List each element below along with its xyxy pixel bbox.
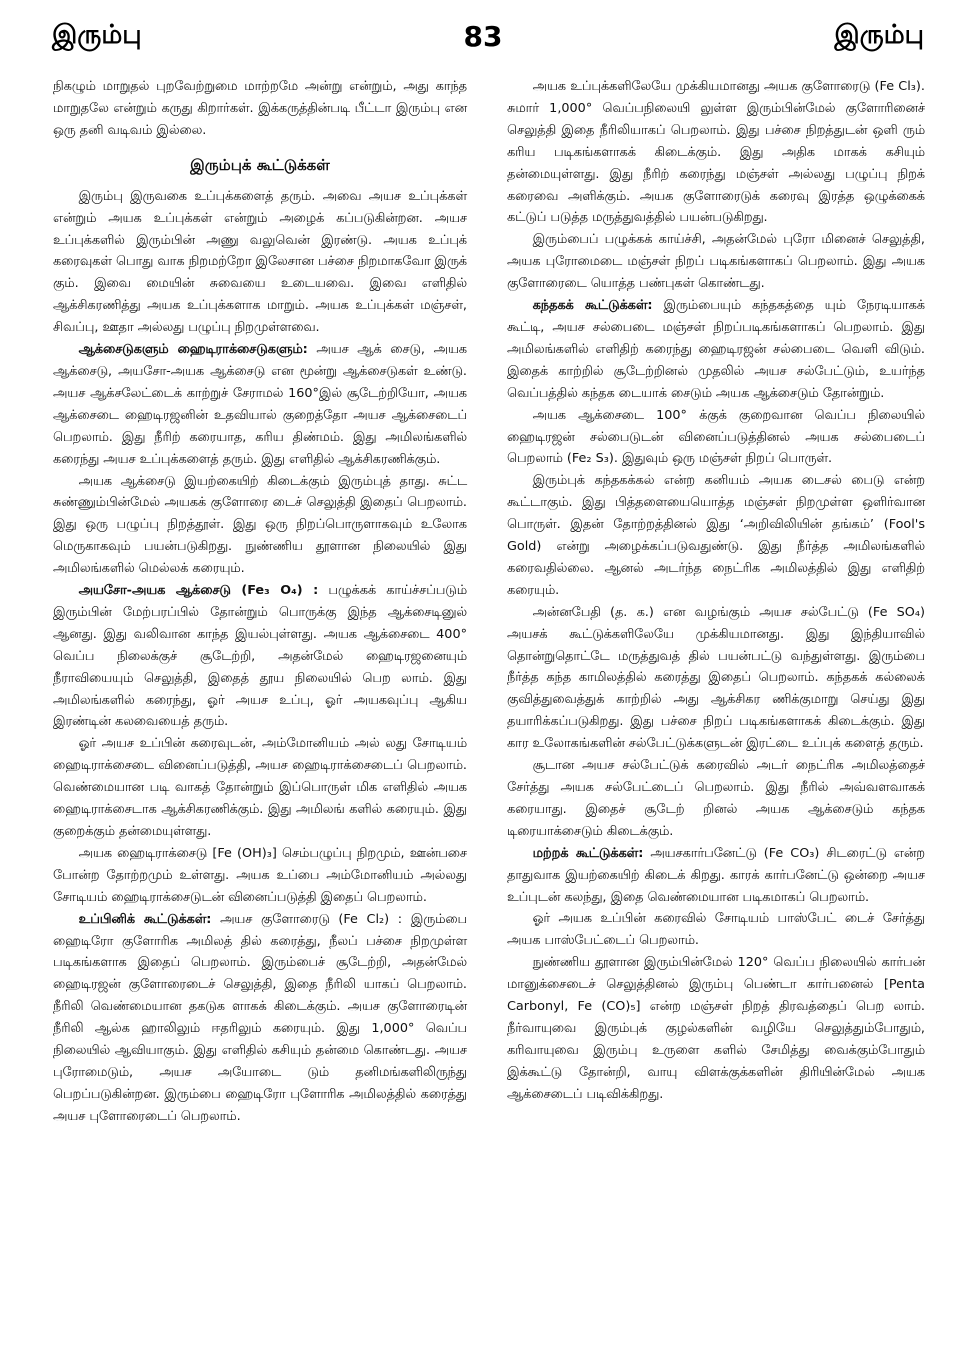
paragraph: இரும்பைப் பழுக்கக் காய்ச்சி, அதன்மேல் புரோ மினைச் செலுத்தி, அயக புரோமைடை மஞ்சள் நிறப் படிகங்களாகப் பெறலாம். இது அயக குளோரைடை யொத்த பண்புகள் கொண்டது. (507, 232, 925, 292)
right-column (507, 76, 925, 1106)
paragraph: அயக உப்புக்களிலேயே முக்கியமானது அயக குளோரைடு (Fe Cl₃). சுமார் 1,000° வெப்பநிலையி லுள்ள இரும்பின்மேல் குளோரினைச் செலுத்தி இதை நீரிலியாகப் பெறலாம். இது பச்சை நிறத்துடன் ஒளி ரும் கரிய படிகங்களாகக் கிடைக்கும். இது அதிக மாகக் கசியும் தன்மையுள்ளது. இது நீரிற் கரைந்து மஞ்சள் அல்லது பழுப்பு நிறக் கரைவை அளிக்கும். அயக குளோரைடுக் கரைவு இரத்த ஒழுக்கைக் கட்டுப் படுத்த மருத்துவத்தில் பயன்படுகிறது. (507, 79, 925, 226)
paragraph-lead: அயசோ-அயக ஆக்சைடு (Fe₃ O₄) : (78, 583, 319, 599)
paragraph-body: இரும்பையும் கந்தகத்தை யும் நேரடியாகக் கூட்டி, அயச சல்பைடை மஞ்சள் நிறப்படிகங்களாகப் பெறலாம். இது அமிலங்களில் எளிதிற் கரைந்து ஹைடிரஜன் சல்பைடை வெளி விடும். இதைக் காற்றில் சூடேற்றினல் முதலில் அயச சல்பேட்டும், உயர்ந்த வெப்பத்தில் கந்தக டையாக் சைடும் அயக ஆக்சைடும் தோன்றும். (507, 298, 925, 401)
paragraph: இரும்புக் கந்தகக்கல் என்ற கனியம் அயக டைசல் பைடு என்ற கூட்டாகும். இது பித்தளையையொத்த மஞ்சள் நிறமுள்ள ஒளிர்வான பொருள். இதன் தோற்றத்தினல் இது ‘அறிவிலியின் தங்கம்’ (Fool's Gold) என்று அழைக்கப்படுவதுண்டு. இது நீர்த்த அமிலங்களில் கரைவதில்லை. ஆனல் அடர்ந்த நைட்ரிக அமிலத்தில் இது எளிதிற் கரையும். (507, 473, 925, 598)
paragraph-lead: மற்றக் கூட்டுக்கள்: (532, 845, 644, 861)
paragraph: அயக ஆக்சைடு இயற்கையிற் கிடைக்கும் இரும்புத் தாது. சுட்ட சுண்ணும்பின்மேல் அயகக் குளோரை டைச் செலுத்தி இதைப் பெறலாம். இது ஒரு பழுப்பு நிறத்தூள். இது ஒரு நிறப்பொருளாகவும் உலோக மெருகாகவும் பயன்படுகிறது. நுண்ணிய தூளான நிலையில் இது அமிலங்களில் மெல்லக் கரையும். (53, 473, 467, 577)
paragraph: இரும்பு இருவகை உப்புக்களைத் தரும். அவை அயச உப்புக்கள் என்றும் அயக உப்புக்கள் என்றும் அழைக் கப்படுகின்றன. அயச உப்புக்களில் இரும்பின் அணு வலுவென் இரண்டு. அயக உப்புக் கரைவுகள் பொது வாக நிறமற்றோ இலேசான பச்சை நிறமாகவோ இருக் கும். இவை மையின் சுவையை உடையவை. இவை எளிதில் ஆக்சிகரணித்து அயக உப்புக்களாக மாறும். அயக உப்புக்கள் மஞ்சள், சிவப்பு, ஊதா அல்லது பழுப்பு நிறமுள்ளவை. (53, 188, 467, 336)
running-head-right: இரும்பு (834, 20, 924, 50)
paragraph-body: பழுக்கக் காய்ச்சப்படும் இரும்பின் மேற்பரப்பில் தோன்றும் பொருக்கு இந்த ஆக்சைடினுல் ஆனது. இது வலிவான காந்த இயல்புள்ளது. அயக ஆக்சைடை 400° வெப்ப நிலைக்குச் சூடேற்றி, அதன்மேல் ஹைடிரஜனையும் நீராவியையும் செலுத்தி, இதைத் தூய நிலையில் பெற லாம். இது அமிலங்களில் கரைந்து, ஓர் அயச உப்பு, ஓர் அயகவுப்பு ஆகிய இரண்டின் கலவையைத் தரும். (53, 583, 467, 730)
paragraph: அன்னபேதி (த. க.) என வழங்கும் அயச சல்பேட்டு (Fe SO₄) அயசக் கூட்டுக்களிலேயே முக்கியமானது. இது இந்தியாவில் தொன்றுதொட்டே மருத்துவத் தில் பயன்பட்டு வந்துள்ளது. இரும்பை நீர்த்த கந்த காமிலத்தில் கரைத்து இதைப் பெறலாம். கந்தகக் கல்லைக் குவித்துவைத்துக் காற்றில் அது ஆக்சிகர ணிக்குமாறு செய்து இது தயாரிக்கப்படுகிறது. இது பச்சை நிறப் படிகங்களாகக் கிடைக்கும். இது கார உலோகங்களின் சல்பேட்டுக்களுடன் இரட்டை உப்புக் களைத் தரும். (507, 604, 925, 752)
paragraph: அயக ஹைடிராக்சைடு [Fe (OH)₃] செம்பழுப்பு நிறமும், ஊன்பசை போன்ற தோற்றமும் உள்ளது. அயக உப்பை அம்மோனியம் அல்லது சோடியம் ஹைடிராக்சைடுடன் வினைப்படுத்தி இதைப் பெறலாம். (53, 845, 467, 905)
running-head-left: இரும்பு (52, 20, 142, 50)
paragraph (507, 843, 925, 909)
paragraph-body: அயசகார்பனேட்டு (Fe CO₃) சிடரைட்டு என்ற தாதுவாக இயற்கையிற் கிடைக் கிறது. காரக் கார்பனேட்டு ஒன்றை அயச உப்புடன் கலந்து, இதை வெண்மையான படிகமாகப் பெறலாம். (507, 845, 925, 905)
left-column (53, 76, 467, 1128)
paragraph-lead: கந்தகக் கூட்டுக்கள்: (532, 298, 653, 314)
paragraph-lead: உப்பினிக் கூட்டுக்கள்: (78, 911, 212, 927)
paragraph: நுண்ணிய தூளான இரும்பின்மேல் 120° வெப்ப நிலையில் கார்பன் மானுக்சைடைச் செலுத்தினல் இரும்பு பெண்டா கார்பனைல் [Penta Carbonyl, Fe (CO)₅] என்ற மஞ்சள் நிறத் திரவத்தைப் பெற லாம். நீர்வாயுவை இரும்புக் குழல்களின் வழியே செலுத்தும்போதும், கரிவாயுவை இரும்பு உருளை களில் சேமித்து வைக்கும்போதும் இக்கூட்டு தோன்றி, வாயு விளக்குக்களின் திரியின்மேல் அயக ஆக்சைடைப் படிவிக்கிறது. (507, 955, 925, 1102)
page-number: 83 (463, 20, 503, 53)
paragraph (53, 339, 467, 470)
paragraph-body: அயச குளோரைடு (Fe Cl₂) : இரும்பை ஹைடிரோ குளோரிக அமிலத் தில் கரைத்து, நீலப் பச்சை நிறமுள்ள படிகங்களாக இதைப் பெறலாம். இரும்பைச் சூடேற்றி, அதன்மேல் ஹைடிரஜன் குளோரைடைச் செலுத்தி, இதை நீரிலி யாகப் பெறலாம். நீரிலி வெண்மையான தகடுக ளாகக் கிடைக்கும். அயச குளோரைடின் நீரிலி ஆல்க ஹாலிலும் ஈதரிலும் கரையும். இது 1,000° வெப்ப நிலையில் ஆவியாகும். இது எளிதில் கசியும் தன்மை கொண்டது. அயச புரோமைடும், அயச அயோடை டும் தனிமங்களிலிருந்து பெறப்படுகின்றன. இரும்பை ஹைடிரோ புளோரிக அமிலத்தில் கரைத்து அயச புளோரைடைப் பெறலாம். (53, 911, 467, 1124)
paragraph: சூடான அயச சல்பேட்டுக் கரைவில் அடர் நைட்ரிக அமிலத்தைச் சேர்த்து அயக சல்பேட்டைப் பெறலாம். இது நீரில் அவ்வளவாகக் கரையாது. இதைச் சூடேற் றினல் அயக ஆக்சைடும் கந்தக டிரையாக்சைடும் கிடைக்கும். (507, 758, 925, 839)
paragraph (507, 295, 925, 405)
paragraph (53, 909, 467, 1128)
paragraph-body: அயச ஆக் சைடு, அயக ஆக்சைடு, அயசோ-அயக ஆக்சைடு என மூன்று ஆக்சைடுகள் உண்டு. அயச ஆக்சலேட்டைக் காற்றுச் சேராமல் 160°இல் சூடேற்றியோ, அயக ஆக்சைடை ஹைடிரஜனின் உதவியால் குறைத்தோ அயச ஆக்சைடைப் பெறலாம். இது நீரிற் கரையாத, கரிய திண்மம். இது அமிலங்களில் கரைந்து அயச உப்புக்களைத் தரும். இது எளிதில் ஆக்சிகரணிக்கும். (53, 342, 467, 467)
section-heading: இரும்புக் கூட்டுக்கள் (190, 155, 330, 174)
paragraph: நிகழும் மாறுதல் புறவேற்றுமை மாற்றமே அன்று என்றும், அது காந்த மாறுதலே என்றும் கருது கிறார்கள். இக்கருத்தின்படி பீட்டா இரும்பு என ஒரு தனி வடிவம் இல்லை. (53, 79, 467, 138)
paragraph: ஓர் அயச உப்பின் கரைவுடன், அம்மோனியம் அல் லது சோடியம் ஹைடிராக்சைடை வினைப்படுத்தி, அயச ஹைடிராக்சைடைப் பெறலாம். வெண்மையான படி வாகத் தோன்றும் இப்பொருள் மிக எளிதில் அயக ஹைடிராக்சைடாக ஆக்சிகரணிக்கும். இது அமிலங் களில் கரையும். இது குறைக்கும் தன்மையுள்ளது. (53, 736, 467, 839)
paragraph: அயக ஆக்சைடை 100° க்குக் குறைவான வெப்ப நிலையில் ஹைடிரஜன் சல்பைடுடன் வினைப்படுத்தினல் அயக சல்பைடைப் பெறலாம் (Fe₂ S₃). இதுவும் ஒரு மஞ்சள் நிறப் பொருள். (507, 407, 925, 467)
paragraph-lead: ஆக்சைடுகளும் ஹைடிராக்சைடுகளும்: (78, 342, 308, 358)
paragraph: ஓர் அயக உப்பின் கரைவில் சோடியம் பாஸ்பேட் டைச் சேர்த்து அயக பாஸ்பேட்டைப் பெறலாம். (507, 911, 925, 949)
paragraph (53, 580, 467, 733)
